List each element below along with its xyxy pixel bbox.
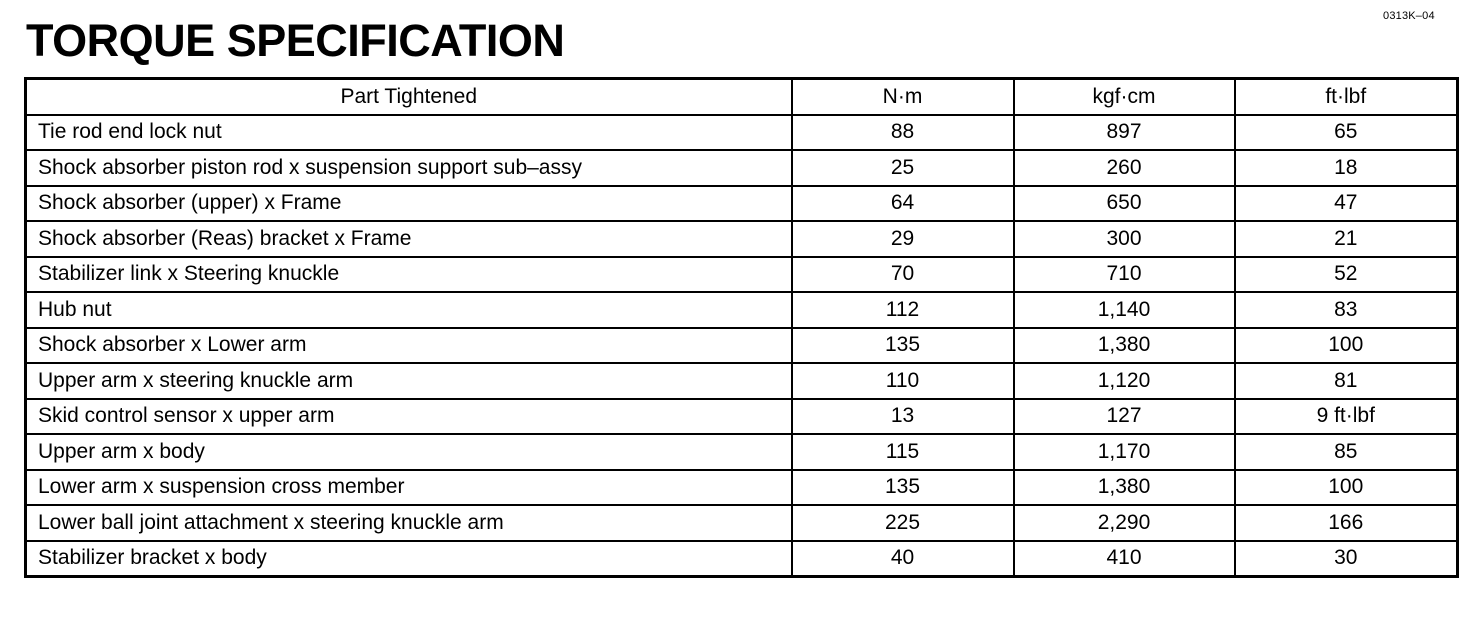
kgf-cm-cell: 1,120: [1014, 363, 1235, 399]
table-header-row: [26, 79, 1458, 115]
nm-cell: 29: [792, 221, 1014, 257]
header-ft-lbf: ft·lbf: [1235, 79, 1458, 115]
ft-lbf-cell: 81: [1235, 363, 1458, 399]
kgf-cm-cell: 1,380: [1014, 328, 1235, 364]
table-row: [26, 186, 1458, 222]
ft-lbf-cell: 83: [1235, 292, 1458, 328]
nm-cell: 25: [792, 150, 1014, 186]
part-cell: Skid control sensor x upper arm: [26, 399, 792, 435]
table-row: [26, 115, 1458, 151]
table-row: [26, 505, 1458, 541]
table-row: [26, 221, 1458, 257]
document-code: 0313K–04: [1383, 10, 1435, 22]
table-row: [26, 434, 1458, 470]
table-row: [26, 541, 1458, 577]
part-cell: Hub nut: [26, 292, 792, 328]
kgf-cm-cell: 127: [1014, 399, 1235, 435]
kgf-cm-cell: 260: [1014, 150, 1235, 186]
ft-lbf-cell: 47: [1235, 186, 1458, 222]
header-nm: N·m: [792, 79, 1014, 115]
ft-lbf-cell: 18: [1235, 150, 1458, 186]
nm-cell: 13: [792, 399, 1014, 435]
part-cell: Upper arm x body: [26, 434, 792, 470]
part-cell: Lower ball joint attachment x steering knuckle arm: [26, 505, 792, 541]
nm-cell: 225: [792, 505, 1014, 541]
table-row: [26, 257, 1458, 293]
ft-lbf-cell: 85: [1235, 434, 1458, 470]
kgf-cm-cell: 897: [1014, 115, 1235, 151]
kgf-cm-cell: 1,380: [1014, 470, 1235, 506]
table-row: [26, 328, 1458, 364]
ft-lbf-cell: 166: [1235, 505, 1458, 541]
table-body: [26, 115, 1458, 577]
ft-lbf-cell: 100: [1235, 328, 1458, 364]
part-cell: Upper arm x steering knuckle arm: [26, 363, 792, 399]
torque-spec-table: [24, 77, 1459, 578]
part-cell: Stabilizer link x Steering knuckle: [26, 257, 792, 293]
nm-cell: 70: [792, 257, 1014, 293]
ft-lbf-cell: 30: [1235, 541, 1458, 577]
nm-cell: 135: [792, 328, 1014, 364]
kgf-cm-cell: 300: [1014, 221, 1235, 257]
nm-cell: 40: [792, 541, 1014, 577]
header-part-tightened: Part Tightened: [26, 79, 792, 115]
ft-lbf-cell: 52: [1235, 257, 1458, 293]
nm-cell: 115: [792, 434, 1014, 470]
part-cell: Tie rod end lock nut: [26, 115, 792, 151]
ft-lbf-cell: 100: [1235, 470, 1458, 506]
nm-cell: 135: [792, 470, 1014, 506]
table-row: [26, 470, 1458, 506]
table-row: [26, 150, 1458, 186]
table-row: [26, 399, 1458, 435]
kgf-cm-cell: 1,140: [1014, 292, 1235, 328]
part-cell: Stabilizer bracket x body: [26, 541, 792, 577]
ft-lbf-cell: 9 ft·lbf: [1235, 399, 1458, 435]
table-row: [26, 363, 1458, 399]
nm-cell: 88: [792, 115, 1014, 151]
part-cell: Lower arm x suspension cross member: [26, 470, 792, 506]
table-row: [26, 292, 1458, 328]
header-kgf-cm: kgf·cm: [1014, 79, 1235, 115]
page-title: TORQUE SPECIFICATION: [26, 15, 565, 66]
nm-cell: 110: [792, 363, 1014, 399]
kgf-cm-cell: 410: [1014, 541, 1235, 577]
nm-cell: 64: [792, 186, 1014, 222]
ft-lbf-cell: 65: [1235, 115, 1458, 151]
ft-lbf-cell: 21: [1235, 221, 1458, 257]
kgf-cm-cell: 650: [1014, 186, 1235, 222]
kgf-cm-cell: 710: [1014, 257, 1235, 293]
part-cell: Shock absorber (upper) x Frame: [26, 186, 792, 222]
kgf-cm-cell: 1,170: [1014, 434, 1235, 470]
part-cell: Shock absorber piston rod x suspension support sub–assy: [26, 150, 792, 186]
nm-cell: 112: [792, 292, 1014, 328]
part-cell: Shock absorber x Lower arm: [26, 328, 792, 364]
kgf-cm-cell: 2,290: [1014, 505, 1235, 541]
part-cell: Shock absorber (Reas) bracket x Frame: [26, 221, 792, 257]
